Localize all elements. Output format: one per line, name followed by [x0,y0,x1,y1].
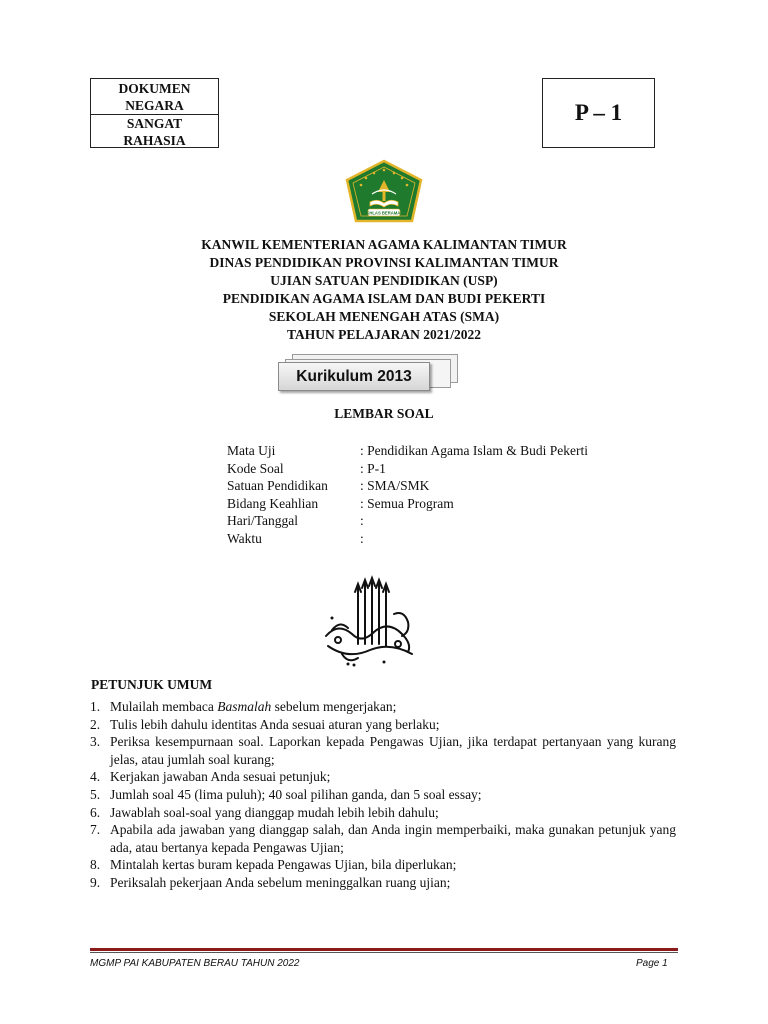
info-value: : SMA/SMK [360,478,430,493]
item-number: 2. [90,716,101,732]
page-number: Page 1 [636,958,668,969]
info-value: : P-1 [360,460,386,476]
heading-line-4: PENDIDIKAN AGAMA ISLAM DAN BUDI PEKERTI [222,291,546,306]
info-label: Hari/Tanggal [227,513,299,528]
item-number: 3. [90,734,101,750]
list-item [90,821,676,856]
document-classification-box [90,78,219,148]
item-text-pre: Mulailah membaca [110,699,218,714]
list-item [90,716,676,734]
item-text: Jawablah soal-soal yang dianggap mudah lebih lebih dahulu; [110,804,439,820]
list-item [90,698,676,716]
item-text [110,698,676,716]
curriculum-badge-label: Kurikulum 2013 [278,362,430,391]
bismillah-calligraphy [318,574,420,670]
list-item [90,874,676,892]
info-label: Satuan Pendidikan [227,478,328,493]
item-number: 5. [90,786,101,802]
curriculum-badge [278,352,464,396]
ministry-emblem [342,158,426,224]
list-item [90,856,676,874]
list-item [90,786,676,804]
heading-line-1: KANWIL KEMENTERIAN AGAMA KALIMANTAN TIMUR [201,237,567,252]
emblem-motto: IKHLAS BERAMAL [365,210,403,216]
info-label: Kode Soal [227,460,284,476]
ministry-emblem-icon [342,158,426,224]
heading-line-6: TAHUN PELAJARAN 2021/2022 [286,327,481,342]
bismillah-calligraphy-icon [318,574,420,670]
classification-line-3: SANGAT [126,116,183,131]
info-label: Bidang Keahlian [227,495,319,511]
heading-line-5: SEKOLAH MENENGAH ATAS (SMA) [268,309,500,324]
item-text: Jumlah soal 45 (lima puluh); 40 soal pilihan ganda, dan 5 soal essay; [110,786,482,802]
item-number: 8. [90,857,101,873]
item-number: 1. [90,699,101,714]
footer-rule [90,948,678,951]
exam-info [227,442,588,547]
info-row [227,530,588,548]
info-label: Waktu [227,530,262,546]
item-number: 4. [90,769,101,785]
info-label: Mata Uji [227,443,276,458]
info-row [227,512,588,530]
info-row [227,477,588,495]
item-number: 6. [90,804,101,820]
instructions-list [90,698,676,892]
instructions-title: PETUNJUK UMUM [91,677,213,692]
item-text: Apabila ada jawaban yang dianggap salah, dan Anda ingin memperbaiki, maka gunakan petunjuk yang ada, atau bertanya kepada Pengawas Ujian; [110,822,676,855]
info-row [227,442,588,460]
classification-line-4: RAHASIA [123,133,186,148]
item-number: 9. [90,874,101,890]
heading-line-2: DINAS PENDIDIKAN PROVINSI KALIMANTAN TIMUR [209,255,559,270]
footer-rule-thin [90,952,678,953]
info-row [227,495,588,513]
package-code: P – 1 [574,100,623,125]
document-heading [84,236,684,344]
item-text-emphasis: Basmalah [217,699,272,714]
item-text: Kerjakan jawaban Anda sesuai petunjuk; [110,769,331,785]
list-item [90,804,676,822]
footer-organization: MGMP PAI KABUPATEN BERAU TAHUN 2022 [90,958,300,969]
sheet-title: LEMBAR SOAL [334,406,434,421]
item-text-post: sebelum mengerjakan; [271,699,397,714]
package-code-box [542,78,655,148]
item-text: Periksalah pekerjaan Anda sebelum meninggalkan ruang ujian; [110,874,451,890]
list-item [90,768,676,786]
list-item [90,733,676,768]
classification-cell-bottom [91,115,218,149]
info-value: : [360,513,364,528]
info-row [227,460,588,478]
item-text: Periksa kesempurnaan soal. Laporkan kepada Pengawas Ujian, jika terdapat pertanyaan yang kurang jelas, atau jumlah soal kurang; [110,734,676,767]
info-value: : Pendidikan Agama Islam & Budi Pekerti [360,443,588,458]
item-number: 7. [90,822,101,838]
classification-cell-top [91,79,218,115]
item-text: Tulis lebih dahulu identitas Anda sesuai aturan yang berlaku; [110,716,440,732]
info-value: : Semua Program [360,495,454,511]
classification-line-2: NEGARA [125,97,184,113]
heading-line-3: UJIAN SATUAN PENDIDIKAN (USP) [270,273,498,288]
info-value: : [360,530,364,546]
classification-line-1: DOKUMEN [118,80,191,96]
item-text: Mintalah kertas buram kepada Pengawas Ujian, bila diperlukan; [110,857,457,873]
